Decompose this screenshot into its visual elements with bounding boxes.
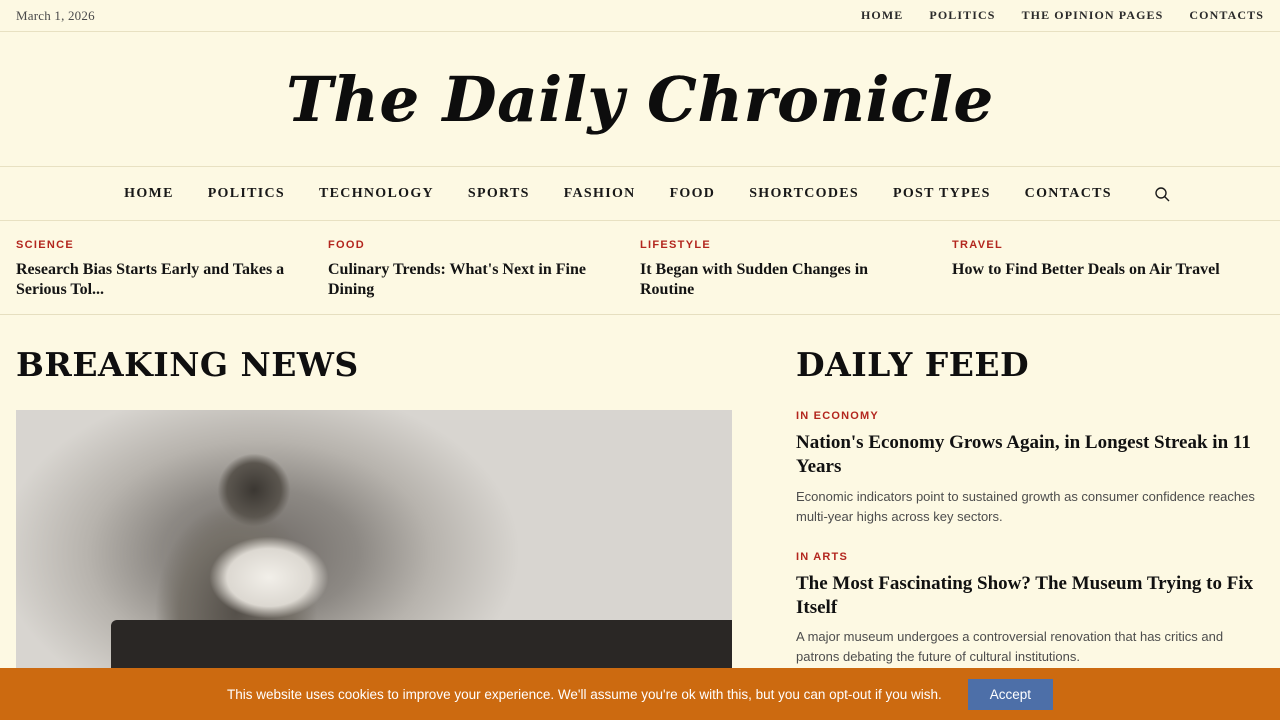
nav-item-fashion[interactable]: FASHION xyxy=(563,185,636,201)
nav-item-politics[interactable]: POLITICS xyxy=(207,185,286,201)
nav-item-home[interactable]: HOME xyxy=(124,185,174,201)
top-nav-item-politics[interactable]: POLITICS xyxy=(929,8,996,22)
highlight-title[interactable]: How to Find Better Deals on Air Travel xyxy=(952,261,1220,278)
highlight-category: FOOD xyxy=(328,239,365,251)
highlight-title[interactable]: It Began with Sudden Changes in Routine xyxy=(640,261,869,298)
feed-item-category[interactable]: IN ARTS xyxy=(796,550,848,563)
nav-item-sports[interactable]: SPORTS xyxy=(467,185,530,201)
breaking-news-column xyxy=(16,345,764,692)
nav-item-food[interactable]: FOOD xyxy=(669,185,716,201)
category-highlights xyxy=(0,221,1280,315)
search-icon[interactable] xyxy=(1151,183,1173,205)
highlight-item[interactable] xyxy=(328,239,640,300)
cookie-accept-button[interactable]: Accept xyxy=(968,679,1053,710)
highlight-item[interactable] xyxy=(640,239,952,300)
daily-feed-heading: DAILY FEED xyxy=(796,345,1030,384)
highlight-category: SCIENCE xyxy=(16,239,74,251)
top-utility-bar xyxy=(0,0,1280,32)
daily-feed-column xyxy=(796,345,1264,692)
feed-item[interactable] xyxy=(796,410,1264,527)
highlight-category: LIFESTYLE xyxy=(640,239,711,251)
highlight-category: TRAVEL xyxy=(952,239,1003,251)
hero-figure-baby xyxy=(204,530,334,625)
feed-item[interactable] xyxy=(796,551,1264,668)
feed-item-category[interactable]: IN ECONOMY xyxy=(796,410,879,422)
nav-item-contacts[interactable]: CONTACTS xyxy=(1024,185,1112,201)
top-nav xyxy=(861,8,1264,23)
breaking-news-hero-image[interactable] xyxy=(16,410,732,670)
current-date: March 1, 2026 xyxy=(16,7,95,23)
main-content xyxy=(0,315,1280,692)
highlight-item[interactable] xyxy=(952,239,1264,300)
nav-item-technology[interactable]: TECHNOLOGY xyxy=(319,185,434,201)
top-nav-item-contacts[interactable]: CONTACTS xyxy=(1189,8,1264,22)
nav-item-shortcodes[interactable]: SHORTCODES xyxy=(749,185,859,201)
feed-item-excerpt: Economic indicators point to sustained growth as consumer confidence reaches multi-year highs across key sectors. xyxy=(796,488,1255,524)
cookie-consent-message: This website uses cookies to improve your experience. We'll assume you're ok with this, but you can opt-out if you wish. xyxy=(226,686,942,702)
breaking-news-heading: BREAKING NEWS xyxy=(16,345,359,384)
highlight-item[interactable] xyxy=(16,239,328,300)
feed-item-excerpt: A major museum undergoes a controversial renovation that has critics and patrons debating the future of cultural institutions. xyxy=(796,629,1224,665)
top-nav-item-home[interactable]: HOME xyxy=(861,8,904,22)
site-title[interactable]: The Daily Chronicle xyxy=(286,62,994,136)
highlight-title[interactable]: Research Bias Starts Early and Takes a Serious Tol... xyxy=(16,261,285,298)
masthead xyxy=(0,32,1280,167)
feed-item-title[interactable]: Nation's Economy Grows Again, in Longest Streak in 11 Years xyxy=(796,432,1251,477)
nav-item-post-types[interactable]: POST TYPES xyxy=(892,185,991,201)
cookie-consent-bar xyxy=(0,668,1280,720)
main-nav xyxy=(0,167,1280,221)
top-nav-item-opinion-pages[interactable]: THE OPINION PAGES xyxy=(1021,8,1164,22)
feed-item-title[interactable]: The Most Fascinating Show? The Museum Trying to Fix Itself xyxy=(796,572,1254,618)
highlight-title[interactable]: Culinary Trends: What's Next in Fine Dining xyxy=(328,261,586,298)
